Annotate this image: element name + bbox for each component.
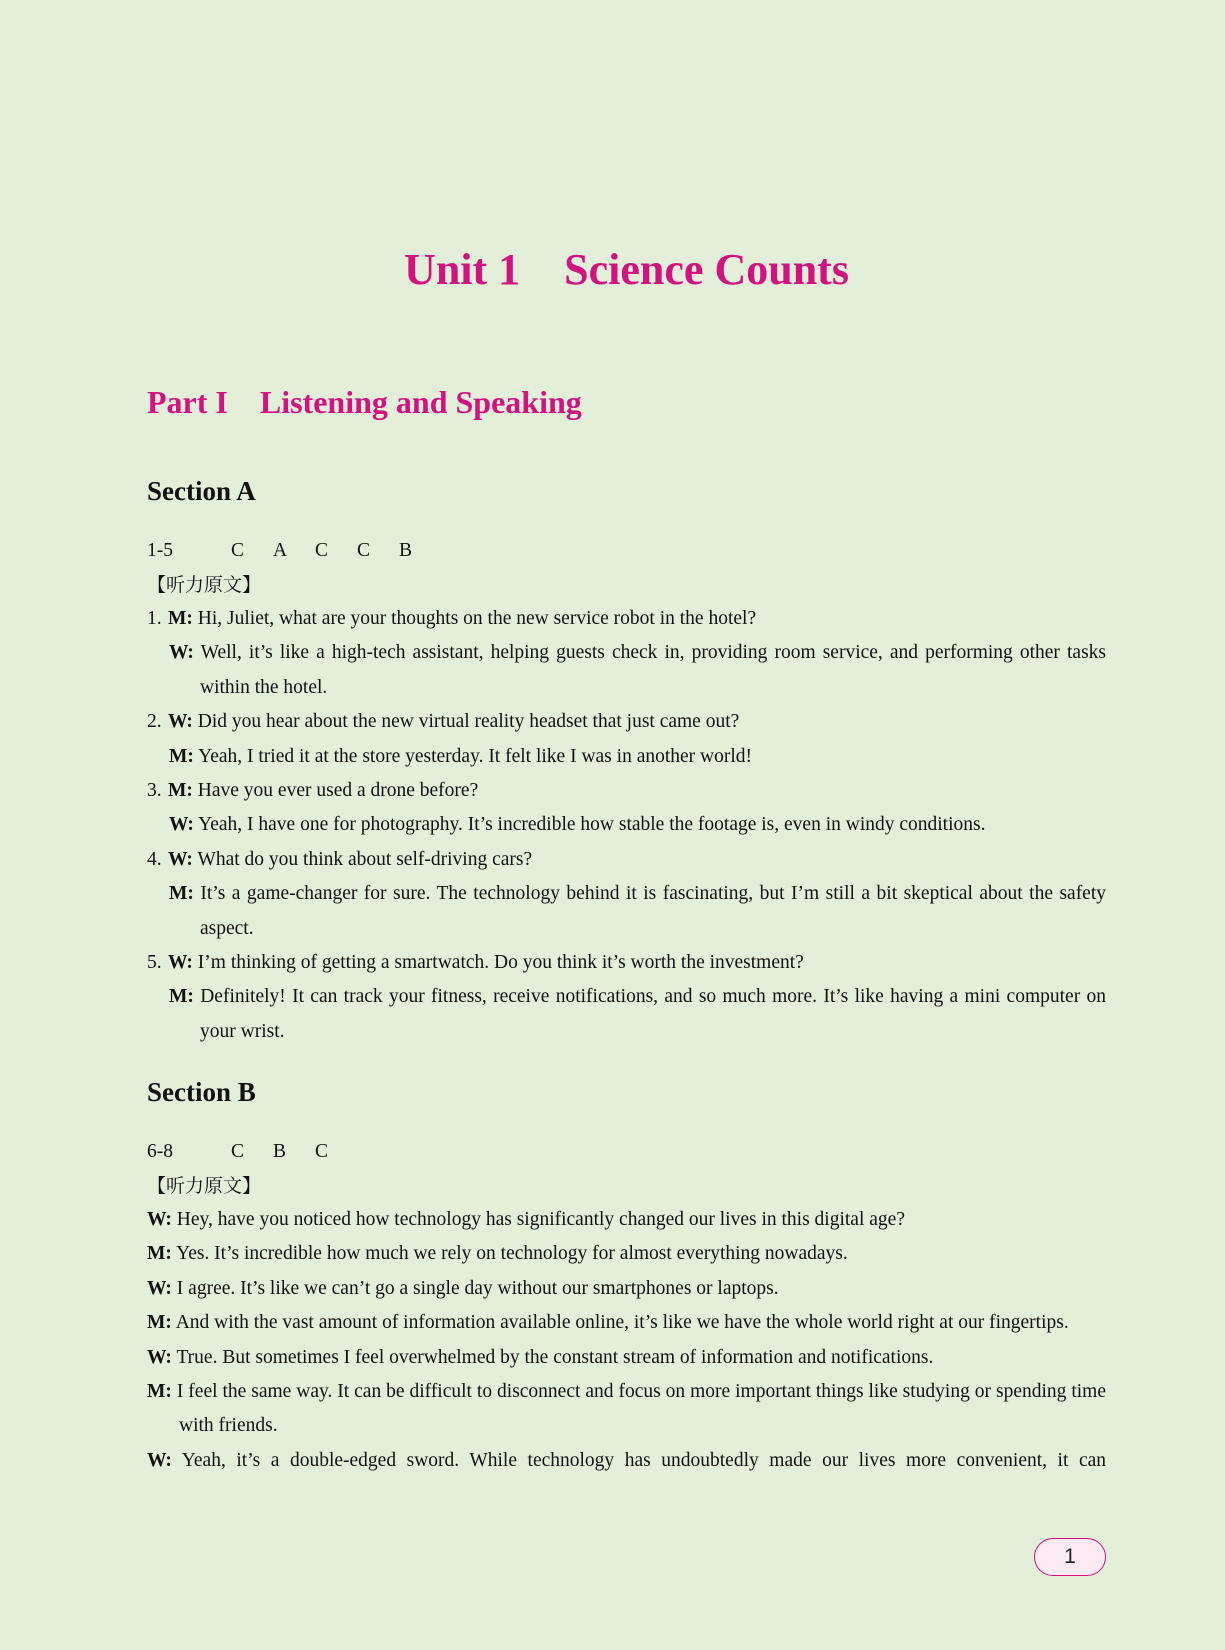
speaker-label: W:	[168, 952, 193, 974]
transcript-label: 【听力原文】	[147, 1175, 262, 1197]
dialogue-line	[147, 1375, 1106, 1444]
dialogue-text: Definitely! It can track your fitness, receive notifications, and so much more. It’s like having a mini computer on your wrist.	[200, 986, 1106, 1042]
dialogue-text: Yeah, I have one for photography. It’s incredible how stable the footage is, even in windy conditions.	[198, 814, 986, 836]
speaker-label: W:	[147, 1346, 172, 1368]
speaker-label: M:	[168, 608, 193, 629]
item-number: 5.	[147, 952, 162, 974]
dialogue-line	[147, 1203, 1106, 1237]
dialogue-text: Have you ever used a drone before?	[197, 780, 479, 802]
dialogue-line	[147, 1341, 1106, 1375]
speaker-label: W:	[168, 711, 193, 733]
section-b-answer-key	[147, 1135, 1106, 1169]
dialogue-line	[147, 1444, 1106, 1478]
section-a-heading: Section A	[147, 476, 256, 506]
dialogue-text: Yeah, it’s a double-edged sword. While technology has undoubtedly made our lives more convenient, it can	[181, 1449, 1106, 1471]
question-reply	[147, 740, 1106, 774]
speaker-label: W:	[169, 642, 194, 664]
answer-letter: C	[231, 540, 245, 561]
dialogue-line	[147, 1306, 1106, 1340]
question-item	[147, 843, 1106, 877]
dialogue-text: I’m thinking of getting a smartwatch. Do you think it’s worth the investment?	[197, 952, 804, 974]
section-a-answer-key	[147, 534, 1106, 568]
question-item	[147, 602, 1106, 636]
dialogue-text: Yeah, I tried it at the store yesterday. It felt like I was in another world!	[198, 745, 753, 767]
speaker-label: W:	[147, 1277, 172, 1299]
speaker-label: M:	[169, 986, 194, 1008]
speaker-label: M:	[169, 883, 194, 905]
speaker-label: M:	[168, 780, 193, 802]
section-b-heading: Section B	[147, 1077, 256, 1107]
speaker-label: W:	[147, 1449, 172, 1471]
dialogue-text: Hi, Juliet, what are your thoughts on the new service robot in the hotel?	[197, 608, 757, 629]
speaker-label: W:	[168, 848, 193, 870]
question-reply	[147, 877, 1106, 946]
transcript-label: 【听力原文】	[147, 574, 262, 596]
speaker-label: M:	[147, 1381, 172, 1403]
question-reply	[147, 980, 1106, 1049]
question-item	[147, 946, 1106, 980]
question-item	[147, 774, 1106, 808]
page-number-badge: 1	[1034, 1538, 1106, 1576]
dialogue-line	[147, 1237, 1106, 1271]
answer-letter: C	[315, 1141, 329, 1162]
dialogue-text: I agree. It’s like we can’t go a single day without our smartphones or laptops.	[176, 1277, 779, 1299]
section-a-content	[147, 534, 1106, 1049]
answer-range: 1-5	[147, 540, 173, 561]
dialogue-text: Did you hear about the new virtual reality headset that just came out?	[197, 711, 740, 733]
unit-title: Unit 1 Science Counts	[404, 245, 849, 294]
answer-letter: B	[399, 540, 413, 561]
answer-letter: C	[315, 540, 329, 561]
speaker-label: M:	[169, 745, 194, 767]
answer-letter: A	[273, 540, 288, 561]
speaker-label: M:	[147, 1243, 172, 1265]
speaker-label: M:	[147, 1312, 172, 1334]
dialogue-text: What do you think about self-driving cars?	[197, 848, 533, 870]
answer-letter: C	[231, 1141, 245, 1162]
item-number: 1.	[147, 608, 162, 629]
dialogue-text: True. But sometimes I feel overwhelmed by the constant stream of information and notifications.	[176, 1346, 934, 1368]
dialogue-text: Well, it’s like a high-tech assistant, helping guests check in, providing room service, and performing other tasks within the hotel.	[200, 642, 1106, 698]
dialogue-line	[147, 1272, 1106, 1306]
question-reply	[147, 636, 1106, 705]
question-item	[147, 705, 1106, 739]
speaker-label: W:	[147, 1209, 172, 1230]
dialogue-text: Hey, have you noticed how technology has significantly changed our lives in this digital age?	[176, 1209, 905, 1230]
answer-range: 6-8	[147, 1141, 173, 1162]
part-title: Part I Listening and Speaking	[147, 384, 582, 420]
item-number: 2.	[147, 711, 162, 733]
dialogue-text: And with the vast amount of information available online, it’s like we have the whole world right at our fingertips.	[175, 1312, 1069, 1334]
dialogue-text: Yes. It’s incredible how much we rely on technology for almost everything nowadays.	[176, 1243, 848, 1265]
section-b-content	[147, 1135, 1106, 1478]
speaker-label: W:	[169, 814, 194, 836]
answer-letter: B	[273, 1141, 287, 1162]
dialogue-text: I feel the same way. It can be difficult to disconnect and focus on more important things like studying or spending time with friends.	[176, 1381, 1107, 1437]
answer-letter: C	[357, 540, 371, 561]
item-number: 3.	[147, 780, 162, 802]
dialogue-text: It’s a game-changer for sure. The technology behind it is fascinating, but I’m still a bit skeptical about the safety aspect.	[200, 883, 1107, 939]
item-number: 4.	[147, 848, 162, 870]
question-reply	[147, 808, 1106, 842]
